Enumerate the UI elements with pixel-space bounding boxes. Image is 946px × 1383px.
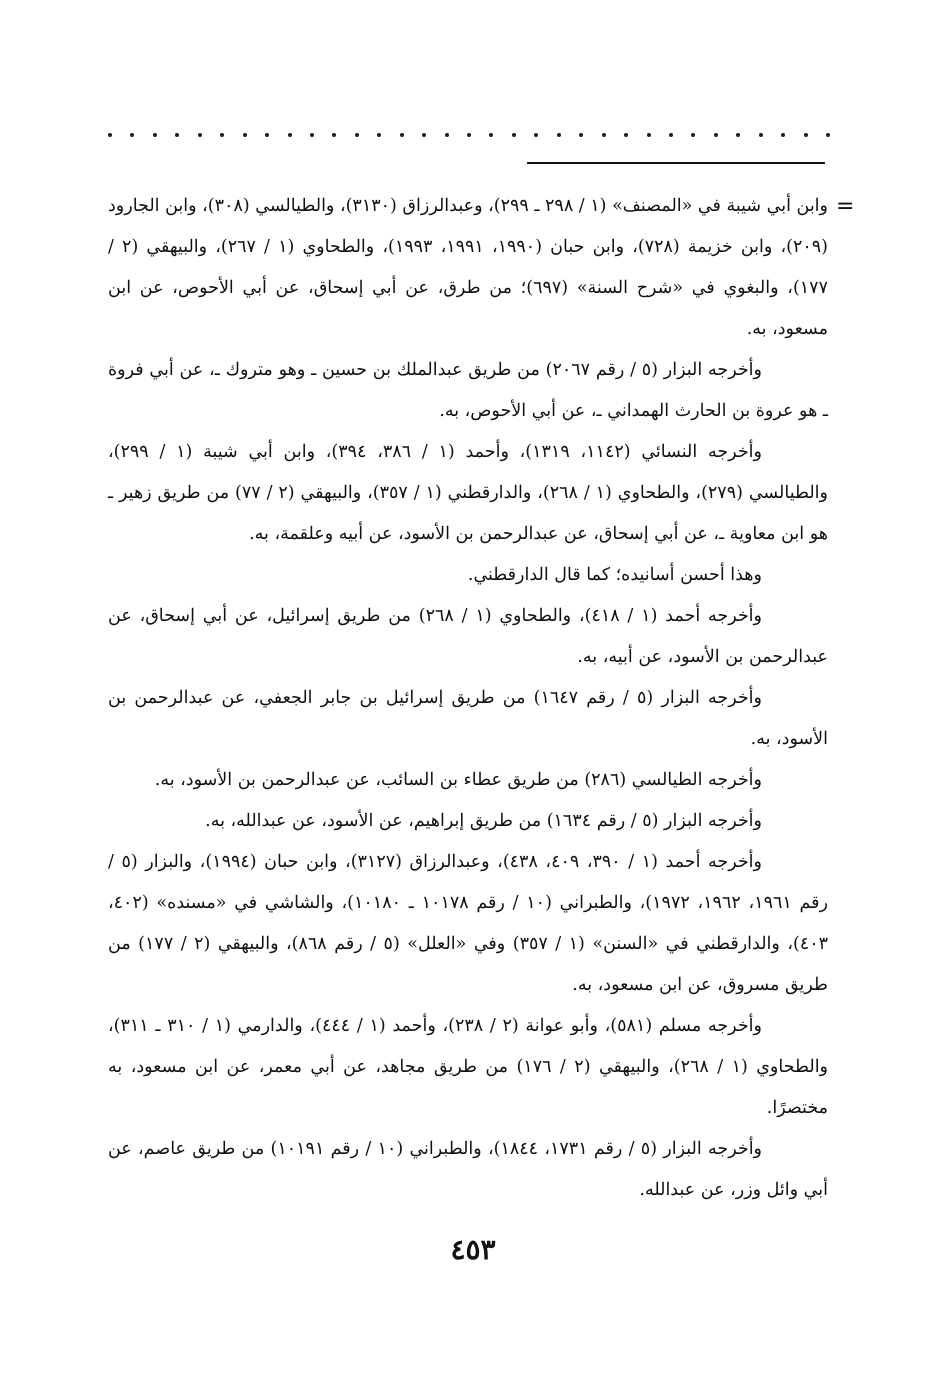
separator-dot: [804, 133, 808, 137]
separator-dot: [153, 133, 157, 137]
separator-dot: [669, 133, 673, 137]
separator-dot: [130, 133, 134, 137]
separator-dot: [714, 133, 718, 137]
footnote-paragraph: وأخرجه الطيالسي (٢٨٦) من طريق عطاء بن السائب، عن عبدالرحمن بن الأسود، به.: [154, 770, 762, 790]
separator-dot: [198, 133, 202, 137]
separator-dot: [826, 133, 830, 137]
footnote-paragraph: وأخرجه أحمد (١ / ٣٩٠، ٤٠٩، ٤٣٨)، وعبدالرزاق (٣١٢٧)، وابن حبان (١٩٩٤)، والبزار (٥ / رقم ١٩٦١، ١٩٦٢، ١٩٧٢)، والطبراني (١٠ / رقم ١٠١٧٨ ـ ١٠١٨٠)، والشاشي في «مسنده» (٤٠٢، ٤٠٣)، والدارقطني في «السنن» (١ / ٣٥٧) وفي «العلل» (٥ / رقم ٨٦٨)، والبيهقي (٢ / ١٧٧) من طريق مسروق، عن ابن مسعود، به.: [108, 852, 829, 995]
separator-dot: [579, 133, 583, 137]
separator-dot: [445, 133, 449, 137]
continuation-marker: =: [836, 194, 855, 219]
separator-dot: [467, 133, 471, 137]
separator-dot: [332, 133, 336, 137]
footnote-paragraph: وأخرجه أحمد (١ / ٤١٨)، والطحاوي (١ / ٢٦٨) من طريق إسرائيل، عن أبي إسحاق، عن عبدالرحمن بن الأسود، عن أبيه، به.: [108, 606, 828, 667]
separator-dot: [557, 133, 561, 137]
footnote-paragraph: وهذا أحسن أسانيده؛ كما قال الدارقطني.: [467, 565, 762, 585]
separator-dot: [624, 133, 628, 137]
separator-dot: [759, 133, 763, 137]
footnote-rule: [527, 162, 825, 164]
separator-dot: [691, 133, 695, 137]
separator-dot: [781, 133, 785, 137]
separator-dot: [400, 133, 404, 137]
separator-dot: [489, 133, 493, 137]
separator-dot: [175, 133, 179, 137]
footnote-paragraph: وأخرجه البزار (٥ / رقم ١٦٤٧) من طريق إسرائيل بن جابر الجعفي، عن عبدالرحمن بن الأسود، به.: [108, 688, 828, 749]
separator-dot: [736, 133, 740, 137]
dotted-separator: [108, 128, 830, 142]
separator-dot: [377, 133, 381, 137]
separator-dot: [220, 133, 224, 137]
footnote-paragraph: وأخرجه البزار (٥ / رقم ١٧٣١، ١٨٤٤)، والطبراني (١٠ / رقم ١٠١٩١) من طريق عاصم، عن أبي وائل وزر، عن عبدالله.: [108, 1139, 828, 1200]
footnote-paragraph: وأخرجه النسائي (١١٤٢، ١٣١٩)، وأحمد (١ / ٣٨٦، ٣٩٤)، وابن أبي شيبة (١ / ٢٩٩)، والطيالسي (٢٧٩)، والطحاوي (١ / ٢٦٨)، والدارقطني (١ / ٣٥٧)، والبيهقي (٢ / ٧٧) من طريق زهير ـ هو ابن معاوية ـ، عن أبي إسحاق، عن عبدالرحمن بن الأسود، عن أبيه وعلقمة، به.: [108, 442, 828, 544]
footnote-text: [108, 186, 828, 1211]
separator-dot: [355, 133, 359, 137]
separator-dot: [243, 133, 247, 137]
separator-dot: [647, 133, 651, 137]
separator-dot: [422, 133, 426, 137]
page-number: ٤٥٣: [450, 1233, 496, 1266]
separator-dot: [310, 133, 314, 137]
footnote-paragraph: وابن أبي شيبة في «المصنف» (١ / ٢٩٨ ـ ٢٩٩)، وعبدالرزاق (٣١٣٠)، والطيالسي (٣٠٨)، وابن الجارود (٢٠٩)، وابن خزيمة (٧٢٨)، وابن حبان (١٩٩٠، ١٩٩١، ١٩٩٣)، والطحاوي (١ / ٢٦٧)، والبيهقي (٢ / ١٧٧)، والبغوي في «شرح السنة» (٦٩٧)؛ من طرق، عن أبي إسحاق، عن أبي الأحوص، عن ابن مسعود، به.: [108, 196, 828, 339]
separator-dot: [288, 133, 292, 137]
separator-dot: [512, 133, 516, 137]
separator-dot: [602, 133, 606, 137]
footnote-paragraph: وأخرجه البزار (٥ / رقم ٢٠٦٧) من طريق عبدالملك بن حسين ـ وهو متروك ـ، عن أبي فروة ـ هو عروة بن الحارث الهمداني ـ، عن أبي الأحوص، به.: [108, 360, 828, 421]
separator-dot: [534, 133, 538, 137]
separator-dot: [108, 133, 112, 137]
footnote-paragraph: وأخرجه البزار (٥ / رقم ١٦٣٤) من طريق إبراهيم، عن الأسود، عن عبدالله، به.: [205, 811, 762, 831]
separator-dot: [265, 133, 269, 137]
footnote-paragraph: وأخرجه مسلم (٥٨١)، وأبو عوانة (٢ / ٢٣٨)، وأحمد (١ / ٤٤٤)، والدارمي (١ / ٣١٠ ـ ٣١١)، والطحاوي (١ / ٢٦٨)، والبيهقي (٢ / ١٧٦) من طريق مجاهد، عن أبي معمر، عن ابن مسعود، به مختصرًا.: [108, 1016, 829, 1118]
